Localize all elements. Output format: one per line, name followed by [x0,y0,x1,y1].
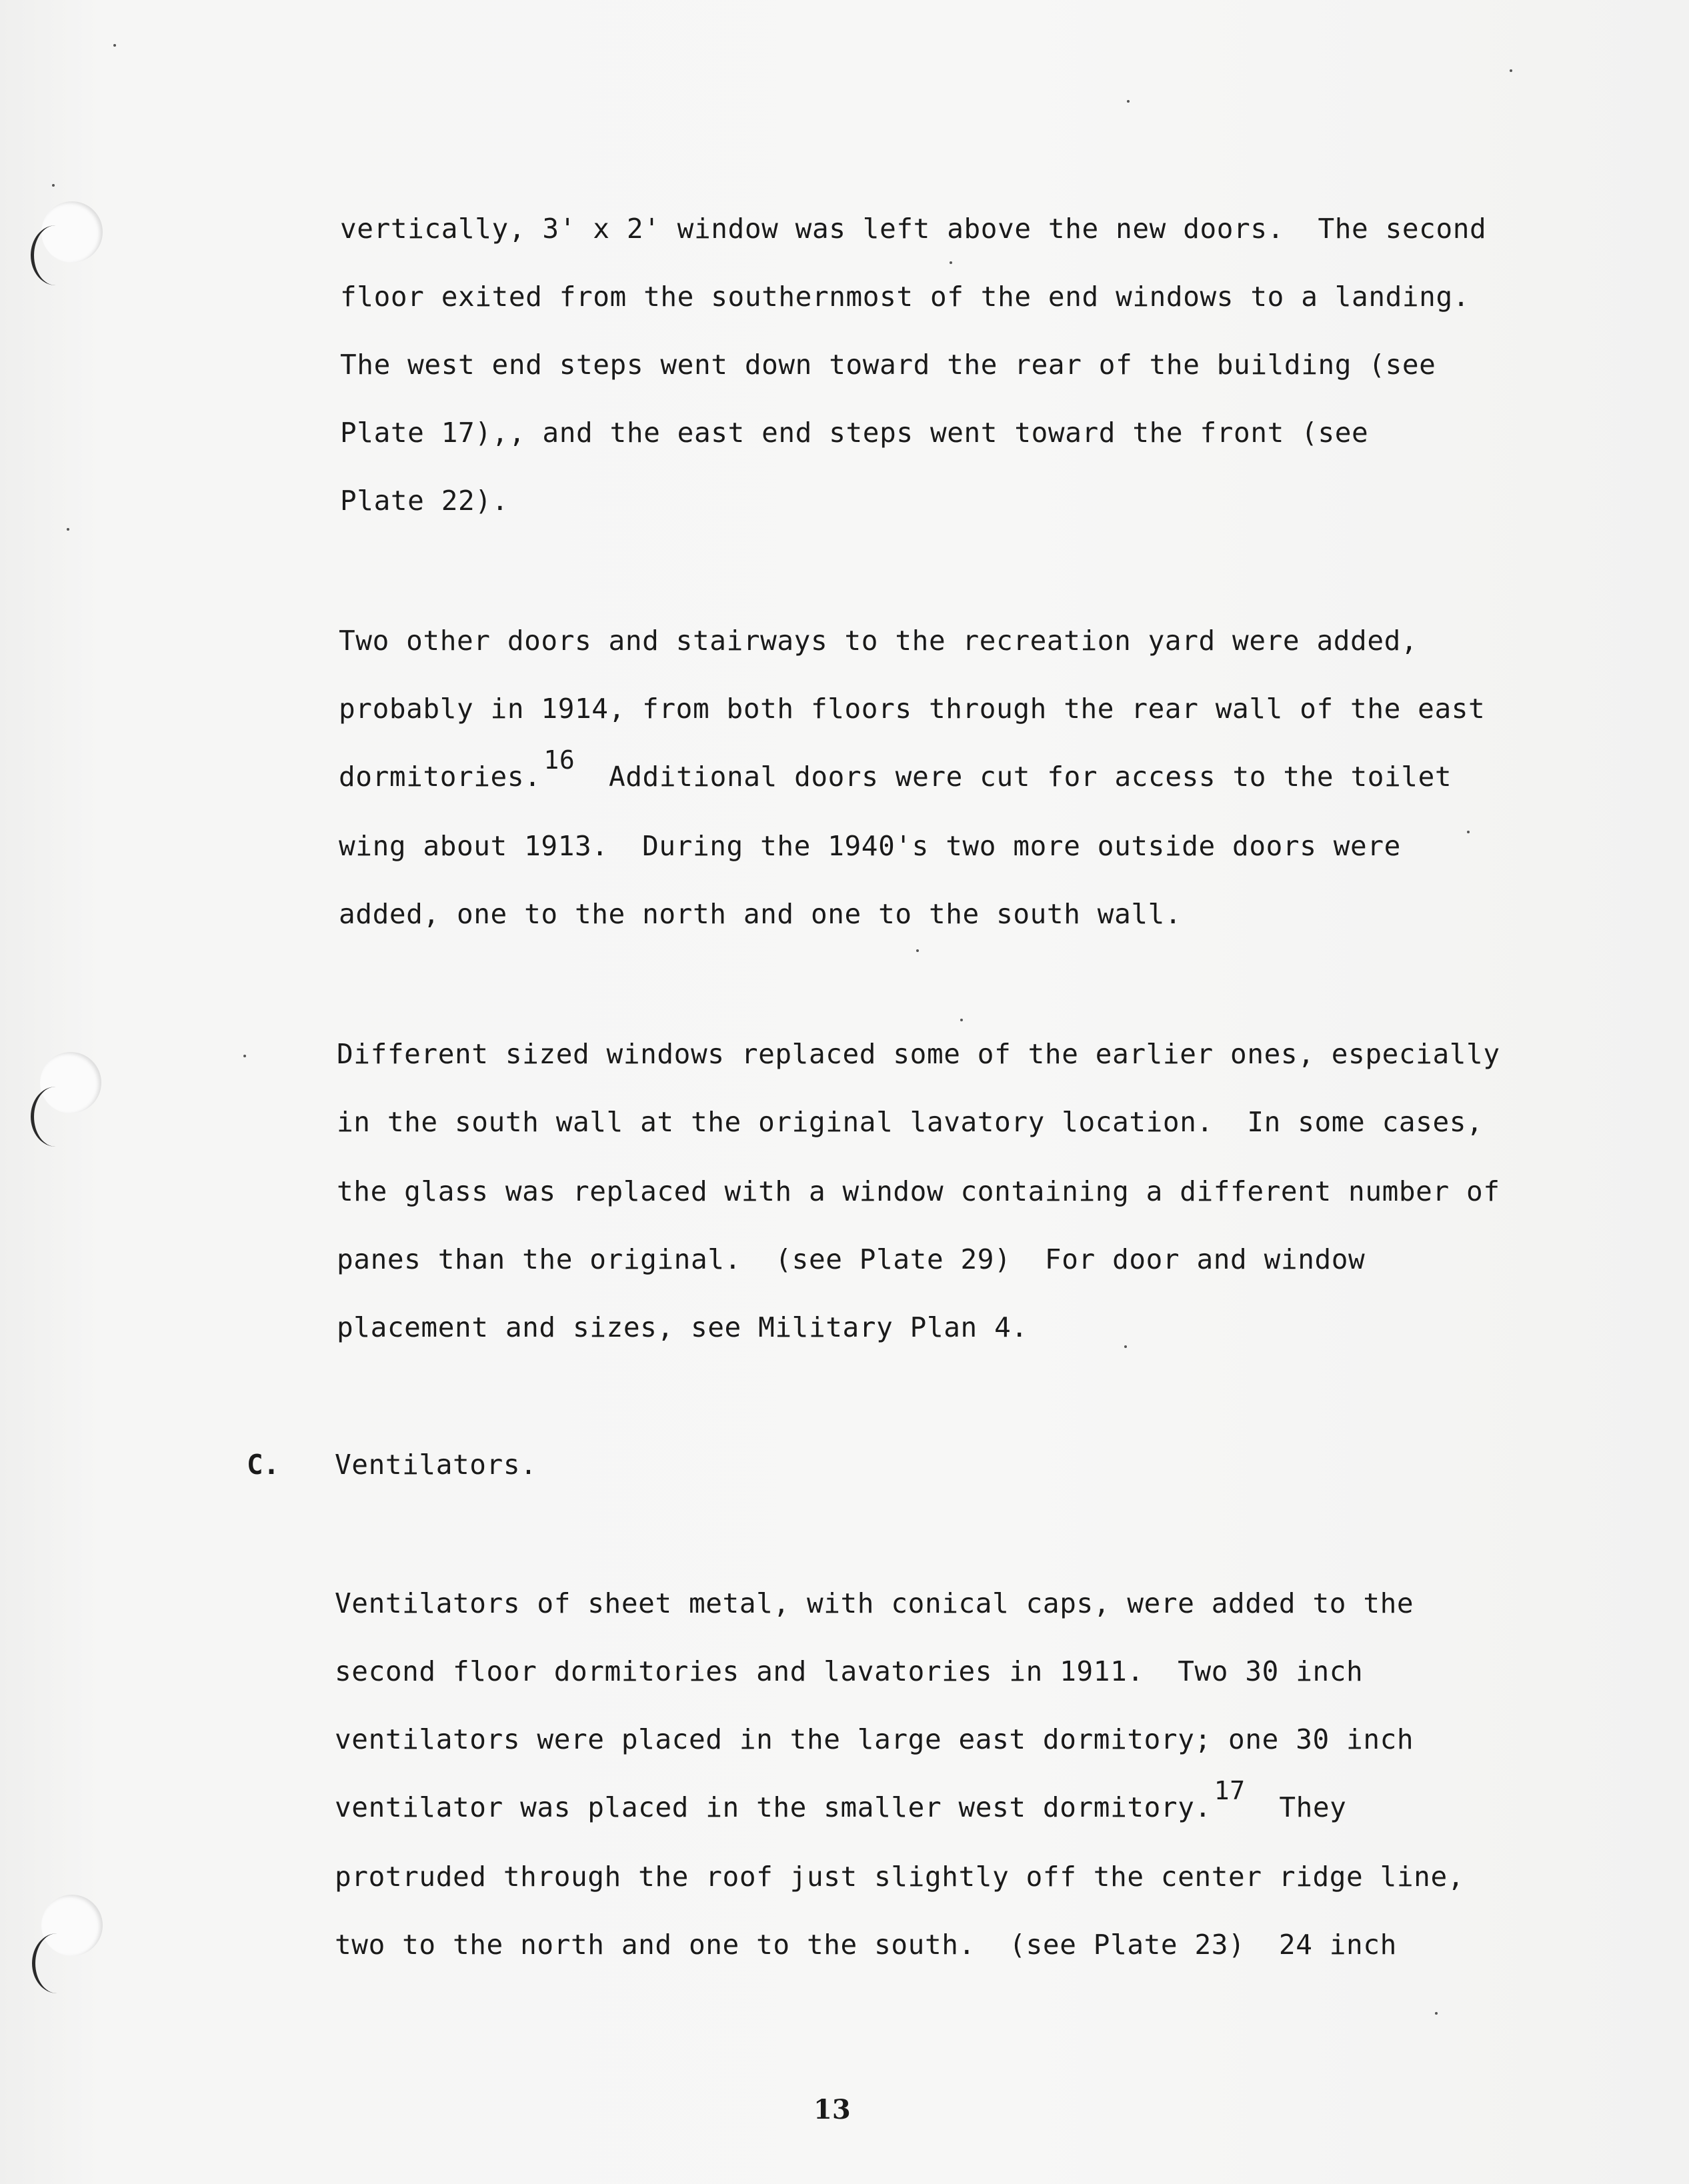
binder-hole-top-edge [31,225,81,285]
text-segment: They [1245,1791,1347,1823]
text-line: Two other doors and stairways to the recreation yard were added, [339,625,1418,657]
text-line-with-footnote [335,1776,1347,1825]
text-line: ventilators were placed in the large east dormitory; one 30 inch [335,1723,1414,1755]
binder-hole-bottom-edge [32,1933,82,1993]
footnote-marker-17: 17 [1214,1776,1246,1805]
dust-speck [950,261,952,264]
text-line: Ventilators of sheet metal, with conical caps, were added to the [335,1587,1414,1619]
text-line: vertically, 3' x 2' window was left above the new doors. The second [340,213,1487,245]
footnote-marker-16: 16 [543,745,575,775]
text-line: added, one to the north and one to the south wall. [339,898,1182,930]
text-segment: Additional doors were cut for access to the toilet [575,761,1452,793]
text-line: wing about 1913. During the 1940's two more outside doors were [339,830,1401,862]
dust-speck [1510,69,1512,72]
text-line: floor exited from the southernmost of the end windows to a landing. [340,281,1470,313]
dust-speck [916,949,919,952]
text-line: two to the north and one to the south. (see Plate 23) 24 inch [335,1929,1397,1961]
text-segment: dormitories. [339,761,541,793]
dust-speck [1435,2012,1438,2015]
dust-speck [1467,831,1470,833]
text-line: the glass was replaced with a window containing a different number of [337,1175,1500,1207]
text-line: probably in 1914, from both floors through the rear wall of the east [339,693,1486,725]
text-line: panes than the original. (see Plate 29) For door and window [337,1243,1366,1275]
binder-hole-middle-edge [31,1087,81,1147]
section-letter: C. [247,1449,280,1481]
section-title: Ventilators. [335,1449,537,1481]
text-line: Plate 17),, and the east end steps went toward the front (see [340,417,1369,449]
dust-speck [243,1055,246,1057]
text-line: in the south wall at the original lavatory location. In some cases, [337,1106,1484,1138]
dust-speck [960,1019,963,1021]
text-segment: ventilator was placed in the smaller west dormitory. [335,1791,1212,1823]
text-line: protruded through the roof just slightly off the center ridge line, [335,1861,1465,1893]
dust-speck [1124,1345,1127,1348]
text-line: Different sized windows replaced some of the earlier ones, especially [337,1038,1500,1070]
text-line: placement and sizes, see Military Plan 4. [337,1311,1028,1343]
text-line: The west end steps went down toward the rear of the building (see [340,349,1436,381]
dust-speck [113,44,116,47]
text-line-with-footnote [339,745,1452,794]
page-number: 13 [813,2094,851,2125]
dust-speck [52,184,55,187]
text-line: second floor dormitories and lavatories in 1911. Two 30 inch [335,1655,1364,1687]
dust-speck [1127,100,1130,103]
text-line: Plate 22). [340,485,509,517]
dust-speck [67,528,69,531]
